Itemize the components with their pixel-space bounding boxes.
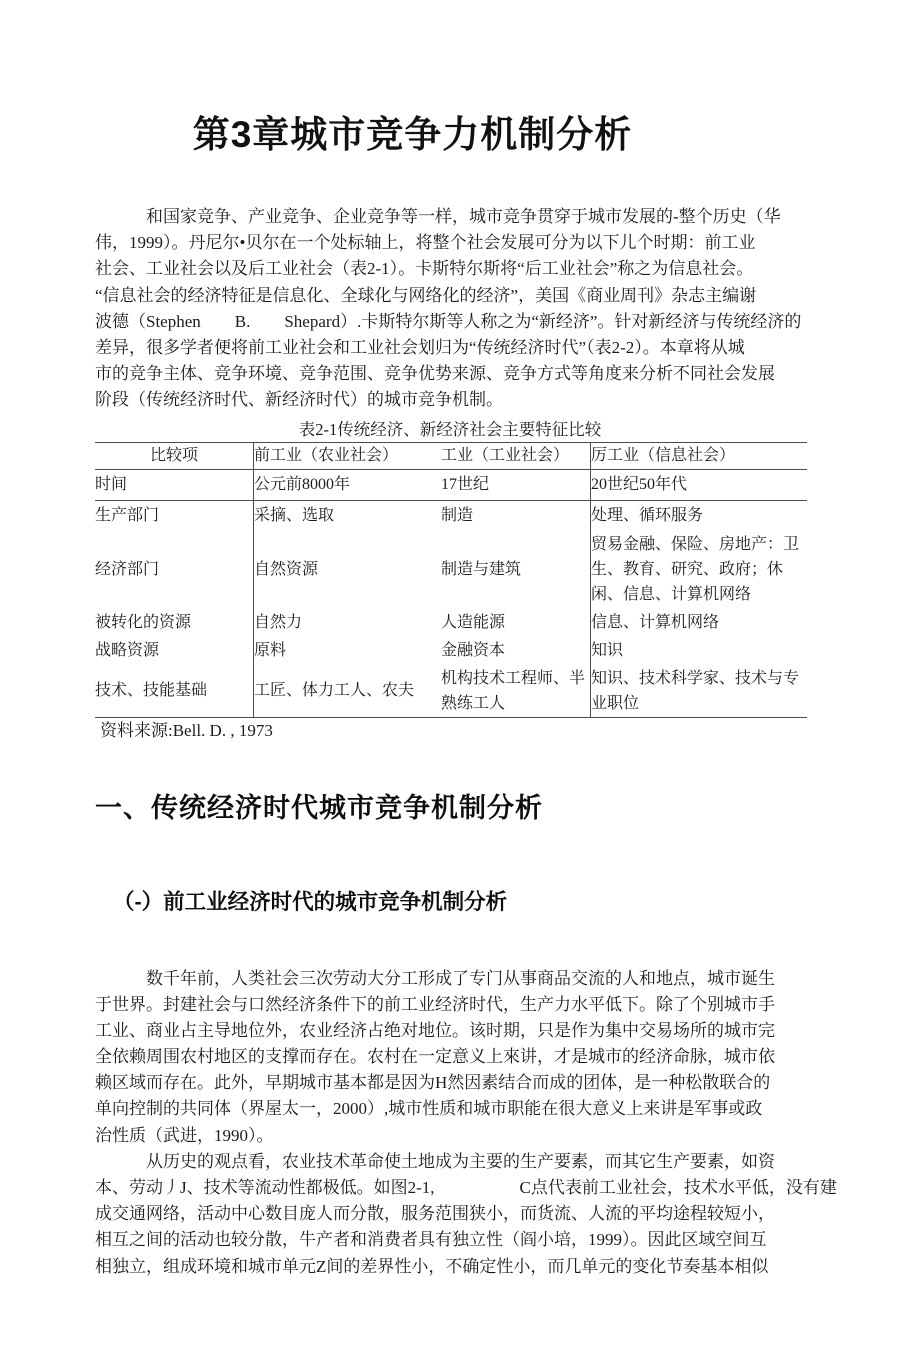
comparison-table	[95, 442, 807, 718]
text-line: 全依赖周围农村地区的支撑而存在。农村在一定意义上來讲，才是城市的经济命脉，城市依	[95, 1047, 775, 1067]
table-cell: 时间	[95, 469, 254, 500]
table-row	[95, 665, 807, 718]
text-line: 市的竞争主体、竞争环境、竞争范围、竞争优势来源、竞争方式等角度来分析不同社会发展	[95, 364, 775, 384]
text-line: 治性质（武进，1990）。	[95, 1125, 274, 1145]
text-line: 成交通网络，活动中心数目庞人而分散，服务范围狭小，而货流、人流的平均途程较短小，	[95, 1204, 775, 1224]
table-cell: 被转化的资源	[95, 609, 254, 637]
text-line: 波德（Stephen B. Shepard）.卡斯特尔斯等人称之为“新经济”。针对新经济与传统经济的	[95, 311, 802, 331]
table-cell: 自然力	[254, 614, 303, 631]
table-cell: 贸易金融、保险、房地产：卫生、教育、研究、政府；休闲、信息、计算机网络	[591, 531, 808, 609]
text-line: 赖区域而存在。此外，早期城市基本都是因为H然因素结合而成的团体，是一种松散联合的	[95, 1073, 771, 1093]
table-cell: 知识、技术科学家、技术与专业职位	[591, 665, 808, 718]
table-cell: 制造与建筑	[441, 561, 522, 578]
table-cell: 制造	[441, 507, 474, 524]
text-line: 伟，1999）。丹尼尔•贝尔在一个处标轴上，将整个社会发展可分为以下儿个时期：前工业	[95, 233, 756, 253]
header-cell-industrial: 工业（工业社会）	[441, 442, 591, 469]
table-cell: 金融资本	[441, 642, 506, 659]
table-source-note: 资料来源:Bell. D. , 1973	[100, 720, 273, 740]
table-row	[95, 500, 807, 531]
table-row	[95, 609, 807, 637]
table-cell: 机构技术工程师、半熟练工人	[441, 665, 591, 718]
section-heading-1: 一、传统经济时代城市竞争机制分析	[95, 792, 543, 823]
text-line: 于世界。封建社会与口然经济条件下的前工业经济时代，生产力水平低下。除了个别城市手	[95, 994, 775, 1014]
text-line: 本、劳动丿J、技术等流动性都极低。如图2-1, C点代表前工业社会，技术水平低，没有建	[95, 1178, 837, 1197]
table-header-row	[95, 442, 807, 469]
text-line: 工业、商业占主导地位外，农业经济占绝对地位。该时期，只是作为集中交易场所的城市完	[95, 1020, 775, 1040]
chapter-title: 第3章城市竞争力机制分析	[192, 114, 633, 155]
table-cell: 战略资源	[95, 637, 254, 665]
table-cell: 知识	[591, 637, 808, 665]
text-line: 差异，很多学者便将前工业社会和工业社会划归为“传统经济时代”（表2-2）。本章将从城	[95, 337, 745, 357]
header-cell-postindustrial: 厉工业（信息社会）	[591, 442, 808, 469]
header-cell-preindustrial: 前工业（农业社会）	[254, 442, 442, 469]
table-cell: 经济部门	[95, 531, 254, 609]
text-line: 从历史的观点看，农业技术革命使土地成为主要的生产要素，而其它生产要素，如资	[95, 1151, 775, 1171]
table-cell: 工匠、体力工人、农夫	[254, 665, 442, 718]
table-cell: 信息、计算机网络	[591, 609, 808, 637]
text-line: 社会、工业社会以及后工业社会（表2-1）。卡斯特尔斯将“后工业社会”称之为信息社会。	[95, 259, 754, 279]
table-cell: 采摘、选取	[254, 507, 335, 524]
text-line: 相独立，组成环境和城市单元Z间的差界性小，不确定性小，而几单元的变化节奏基本相似	[95, 1256, 769, 1276]
table-cell: 原料	[254, 642, 287, 659]
table-row	[95, 531, 807, 609]
paragraph-2	[95, 966, 920, 1149]
table-cell: 技术、技能基础	[95, 665, 254, 718]
table-caption: 表2-1传统经济、新经济社会主要特征比较	[298, 419, 602, 439]
text-line: 单向控制的共同体（界屋太一，2000）,城市性质和城市职能在很大意义上来讲是军事或政	[95, 1099, 763, 1119]
section-heading-1-1: （-）前工业经济时代的城市竞争机制分析	[113, 889, 508, 914]
text-line: 和国家竞争、产业竞争、企业竞争等一样，城市竞争贯穿于城市发展的-整个历史（华	[95, 207, 781, 226]
table-cell: 17世纪	[441, 469, 591, 500]
table-cell: 人造能源	[441, 614, 506, 631]
table-cell: 生产部门	[95, 500, 254, 531]
header-cell-compare-item: 比较项	[95, 442, 254, 469]
paragraph-3	[95, 1149, 920, 1280]
text-line: “信息社会的经济特征是信息化、全球化与网络化的经济”，美国《商业周刊》杂志主编谢	[95, 285, 757, 305]
table-cell: 20世纪50年代	[591, 469, 808, 500]
table-row	[95, 637, 807, 665]
text-line: 数千年前，人类社会三次劳动大分工形成了专门从事商品交流的人和地点，城市诞生	[95, 968, 775, 988]
table-cell: 自然资源	[254, 561, 319, 578]
table-cell: 公元前8000年	[254, 469, 442, 500]
text-line: 阶段（传统经济时代、新经济时代）的城市竞争机制。	[95, 390, 503, 410]
text-line: 相互之间的活动也较分散，牛产者和消费者具有独立性（阎小培，1999）。因此区域空间互	[95, 1230, 767, 1250]
table-cell: 处理、循环服务	[591, 500, 808, 531]
paragraph-1	[95, 204, 920, 414]
table-row	[95, 469, 807, 500]
